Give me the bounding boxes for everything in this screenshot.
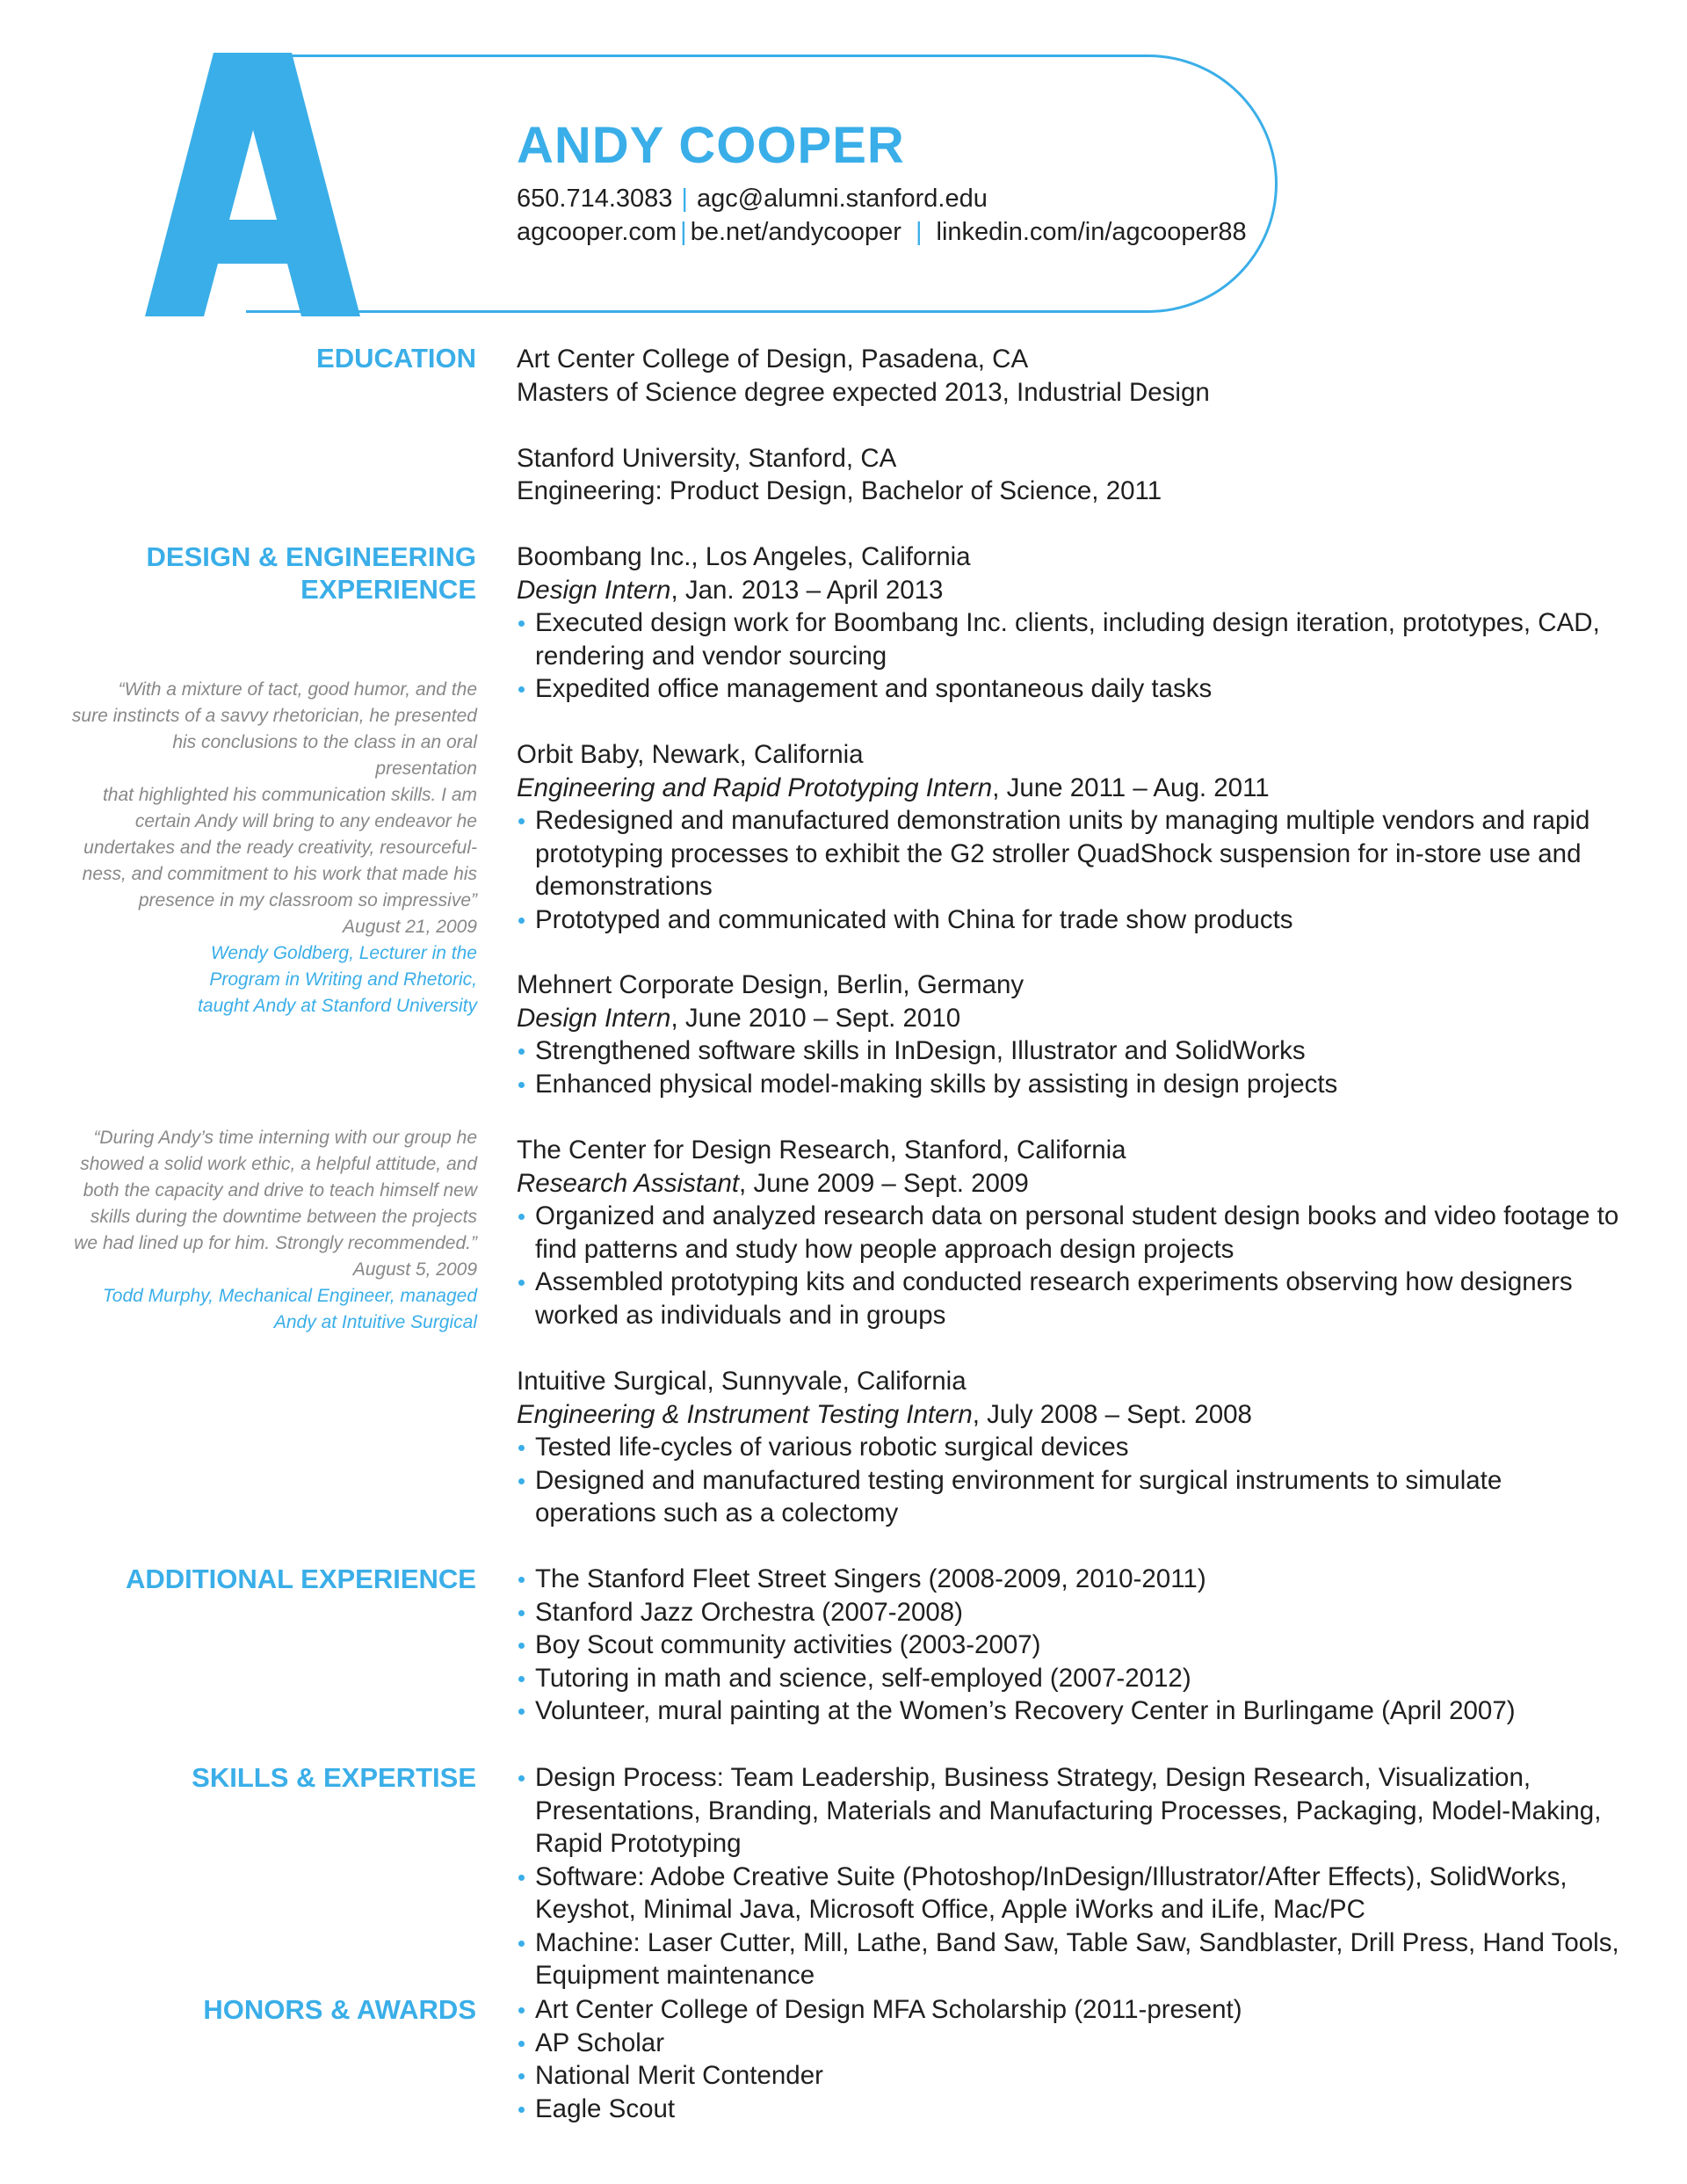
section-heading-skills: SKILLS & EXPERTISE xyxy=(192,1762,476,1793)
school-name: Stanford University, Stanford, CA xyxy=(517,443,897,473)
quote-attribution: Wendy Goldberg, Lecturer in the xyxy=(210,943,477,963)
quote-attribution: Todd Murphy, Mechanical Engineer, managed xyxy=(102,1286,477,1306)
job-title: Design Intern xyxy=(517,575,671,605)
skills-section xyxy=(517,1761,1624,1992)
list-item: AP Scholar xyxy=(517,2027,1624,2060)
job-title: Engineering and Rapid Prototyping Intern xyxy=(517,773,993,802)
job-title: Design Intern xyxy=(517,1003,671,1033)
list-item: National Merit Contender xyxy=(517,2059,1624,2093)
quote-line: sure instincts of a savvy rhetorician, he presented xyxy=(71,706,477,726)
behance-link[interactable]: be.net/andycooper xyxy=(690,218,901,246)
list-item: Assembled prototyping kits and conducted research experiments observing how designers worked as individuals and in groups xyxy=(517,1266,1624,1331)
list-item: Boy Scout community activities (2003-2007) xyxy=(517,1629,1624,1662)
quote-line: certain Andy will bring to any endeavor he xyxy=(134,811,477,831)
quote-line: showed a solid work ethic, a helpful attitude, and xyxy=(80,1154,477,1174)
quote-attribution: Program in Writing and Rhetoric, xyxy=(209,969,477,990)
section-heading-honors: HONORS & AWARDS xyxy=(203,1994,476,2025)
list-item: Eagle Scout xyxy=(517,2093,1624,2126)
candidate-name: ANDY COOPER xyxy=(517,117,905,174)
list-item: Tutoring in math and science, self-employed (2007-2012) xyxy=(517,1662,1624,1695)
job-dates: , June 2009 – Sept. 2009 xyxy=(739,1168,1029,1198)
separator: | xyxy=(915,218,923,246)
separator: | xyxy=(681,185,688,213)
list-item: Art Center College of Design MFA Scholarship (2011-present) xyxy=(517,1993,1624,2027)
quote-line: his conclusions to the class in an oral presentation xyxy=(172,732,477,779)
quote-attribution: Andy at Intuitive Surgical xyxy=(273,1312,477,1332)
quote-attribution: taught Andy at Stanford University xyxy=(198,996,477,1016)
quote-line: “During Andy’s time interning with our group he xyxy=(93,1128,477,1148)
quote-line: presence in my classroom so impressive” xyxy=(138,890,477,911)
quote-line: “With a mixture of tact, good humor, and the xyxy=(118,679,477,700)
list-item: Machine: Laser Cutter, Mill, Lathe, Band Saw, Table Saw, Sandblaster, Drill Press, Hand Tools, Equipment maintenance xyxy=(517,1926,1624,1992)
company: The Center for Design Research, Stanford, California xyxy=(517,1136,1126,1165)
quote-line: we had lined up for him. Strongly recommended.” xyxy=(74,1233,477,1253)
list-item: Stanford Jazz Orchestra (2007-2008) xyxy=(517,1596,1624,1629)
linkedin-link[interactable]: linkedin.com/in/agcooper88 xyxy=(936,218,1247,246)
list-item: Prototyped and communicated with China for trade show products xyxy=(517,903,1624,937)
list-item: Enhanced physical model-making skills by assisting in design projects xyxy=(517,1068,1624,1101)
list-item: Executed design work for Boombang Inc. clients, including design iteration, prototypes, CAD, rendering and vendor sourcing xyxy=(517,606,1624,672)
list-item: Software: Adobe Creative Suite (Photoshop/InDesign/Illustrator/After Effects), SolidWorks, Keyshot, Minimal Java, Microsoft Office, Apple iWorks and iLife, Mac/PC xyxy=(517,1861,1624,1926)
degree: Engineering: Product Design, Bachelor of Science, 2011 xyxy=(517,476,1162,505)
list-item: Designed and manufactured testing environment for surgical instruments to simulate operations such as a colectomy xyxy=(517,1464,1624,1530)
list-item: Tested life-cycles of various robotic surgical devices xyxy=(517,1431,1624,1464)
job-dates: , June 2011 – Aug. 2011 xyxy=(992,773,1270,802)
quote-date: August 5, 2009 xyxy=(352,1259,477,1280)
list-item: Expedited office management and spontaneous daily tasks xyxy=(517,672,1624,706)
degree: Masters of Science degree expected 2013, Industrial Design xyxy=(517,377,1210,407)
company: Mehnert Corporate Design, Berlin, Germany xyxy=(517,970,1025,999)
contact-line-2 xyxy=(517,218,1247,247)
contact-line-1 xyxy=(517,185,988,214)
email-link[interactable]: agc@alumni.stanford.edu xyxy=(696,185,988,213)
company: Orbit Baby, Newark, California xyxy=(517,740,864,769)
education-section xyxy=(517,343,1624,508)
section-heading-experience xyxy=(147,541,477,606)
company: Intuitive Surgical, Sunnyvale, California xyxy=(517,1367,967,1396)
job-title: Research Assistant xyxy=(517,1168,740,1198)
quote-line: skills during the downtime between the projects xyxy=(90,1207,477,1227)
quote-line: undertakes and the ready creativity, resourceful- xyxy=(83,838,477,858)
list-item: Redesigned and manufactured demonstration units by managing multiple vendors and rapid prototyping processes to exhibit the G2 stroller QuadShock suspension for in-store use and demonstrations xyxy=(517,804,1624,903)
heading-line: EXPERIENCE xyxy=(300,574,476,605)
list-item: Design Process: Team Leadership, Business Strategy, Design Research, Visualization, Presentations, Branding, Materials and Manufacturing Processes, Packaging, Model-Making, Rapid Prototyping xyxy=(517,1761,1624,1861)
heading-line: DESIGN & ENGINEERING xyxy=(146,541,476,572)
quote-line: ness, and commitment to his work that made his xyxy=(82,864,477,884)
header-frame xyxy=(246,54,1278,313)
testimonial-quote xyxy=(70,677,477,1019)
list-item: The Stanford Fleet Street Singers (2008-2009, 2010-2011) xyxy=(517,1563,1624,1596)
company: Boombang Inc., Los Angeles, California xyxy=(517,542,971,571)
school-name: Art Center College of Design, Pasadena, CA xyxy=(517,345,1029,374)
list-item: Volunteer, mural painting at the Women’s Recovery Center in Burlingame (April 2007) xyxy=(517,1694,1624,1728)
quote-date: August 21, 2009 xyxy=(343,917,477,937)
list-item: Strengthened software skills in InDesign, Illustrator and SolidWorks xyxy=(517,1034,1624,1068)
job-dates: , Jan. 2013 – April 2013 xyxy=(670,575,944,605)
job-entry xyxy=(517,969,1624,1100)
section-heading-education: EDUCATION xyxy=(316,343,476,374)
job-dates: , June 2010 – Sept. 2010 xyxy=(670,1003,961,1033)
job-entry xyxy=(517,541,1624,706)
section-heading-additional: ADDITIONAL EXPERIENCE xyxy=(125,1564,476,1594)
honors-section xyxy=(517,1993,1624,2125)
separator: | xyxy=(680,218,687,246)
job-title: Engineering & Instrument Testing Intern xyxy=(517,1399,973,1429)
job-dates: , July 2008 – Sept. 2008 xyxy=(972,1399,1252,1429)
monogram-logo xyxy=(145,53,360,316)
testimonial-quote xyxy=(70,1125,477,1336)
phone-number: 650.714.3083 xyxy=(517,185,673,213)
job-entry xyxy=(517,1365,1624,1530)
website-link[interactable]: agcooper.com xyxy=(517,218,677,246)
additional-section xyxy=(517,1563,1624,1728)
job-entry xyxy=(517,1134,1624,1331)
quote-line: that highlighted his communication skills. I am xyxy=(102,785,477,805)
list-item: Organized and analyzed research data on personal student design books and video footage to find patterns and study how people approach design projects xyxy=(517,1200,1624,1266)
job-entry xyxy=(517,738,1624,936)
quote-line: both the capacity and drive to teach himself new xyxy=(83,1180,477,1201)
